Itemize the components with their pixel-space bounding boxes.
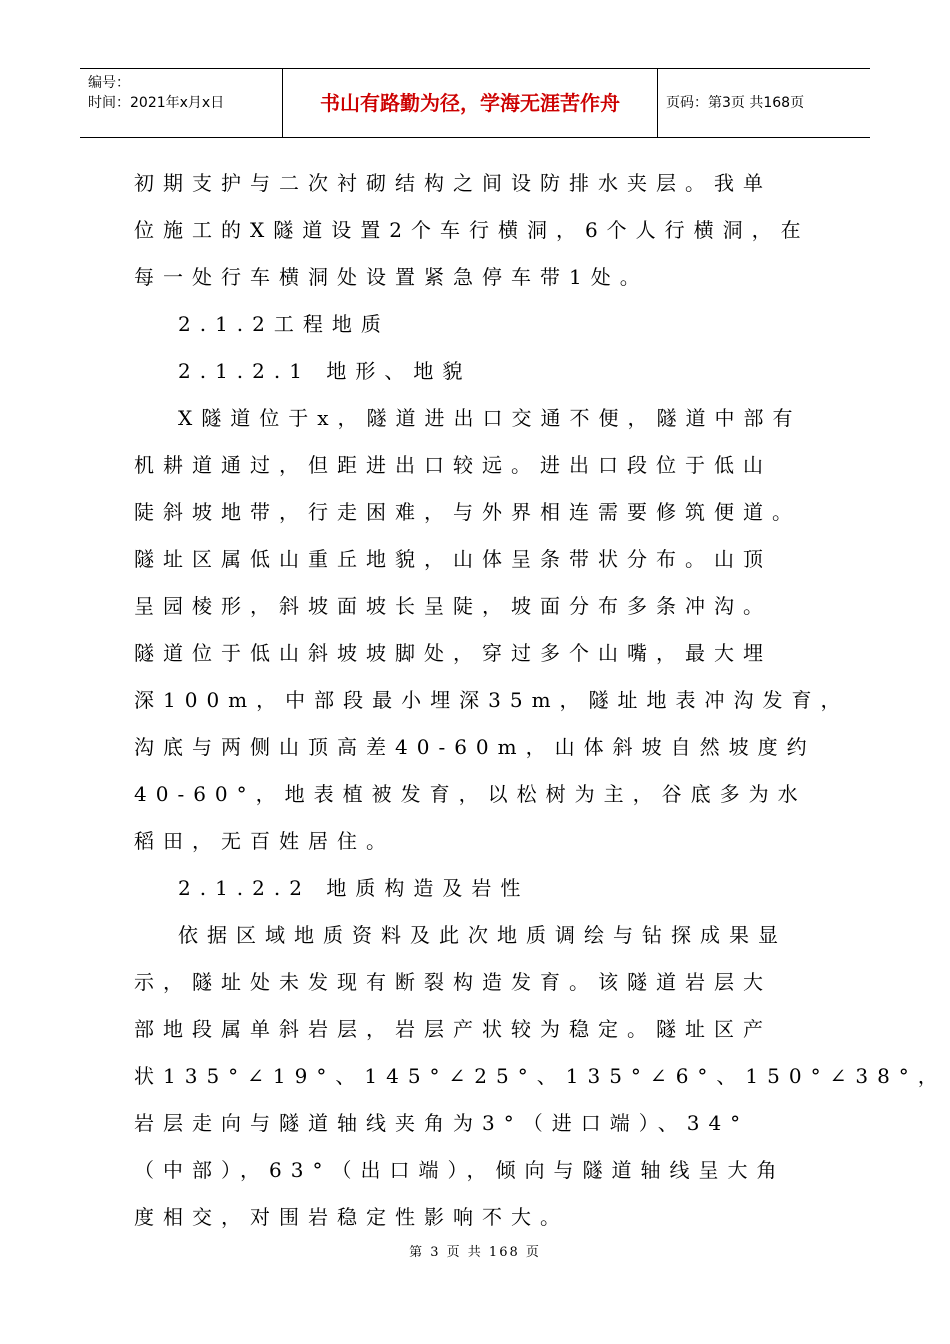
text-line: 40-60°，地表植被发育，以松树为主，谷底多为水 (134, 782, 807, 806)
text-line: 陡斜坡地带，行走困难，与外界相连需要修筑便道。 (134, 500, 801, 524)
text-line: 初期支护与二次衬砌结构之间设防排水夹层。我单 (134, 171, 772, 195)
text-line: 状135°∠19°、145°∠25°、135°∠6°、150°∠38°， (134, 1064, 947, 1088)
text-line: 度相交，对围岩稳定性影响不大。 (134, 1205, 569, 1229)
text-line: 每一处行车横洞处设置紧急停车带1处。 (134, 265, 649, 289)
header-motto: 书山有路勤为径，学海无涯苦作舟 (283, 69, 658, 137)
text-line: 隧址区属低山重丘地貌，山体呈条带状分布。山顶 (134, 547, 772, 571)
text-line: 示，隧址处未发现有断裂构造发育。该隧道岩层大 (134, 970, 772, 994)
text-line: 呈园棱形，斜坡面坡长呈陡，坡面分布多条冲沟。 (134, 594, 772, 618)
text-line: 位施工的X隧道设置2个车行横洞，6个人行横洞，在 (134, 218, 810, 242)
document-body (134, 160, 947, 1241)
text-line: 2.1.2工程地质 (178, 312, 390, 336)
text-line: 隧道位于低山斜坡坡脚处，穿过多个山嘴，最大埋 (134, 641, 772, 665)
serial-label: 编号： (88, 75, 130, 91)
text-line: 机耕道通过，但距进出口较远。进出口段位于低山 (134, 453, 772, 477)
text-line: （中部），63°（出口端），倾向与隧道轴线呈大角 (134, 1158, 786, 1182)
time-label: 时间：2021年x月x日 (88, 95, 225, 111)
text-line: 稻田，无百姓居住。 (134, 829, 395, 853)
text-line: 部地段属单斜岩层，岩层产状较为稳定。隧址区产 (134, 1017, 772, 1041)
page-footer: 第 3 页 共 168 页 (409, 1245, 541, 1260)
header-page-info: 页码：第3页 共168页 (666, 95, 805, 111)
text-line: X隧道位于x，隧道进出口交通不便，隧道中部有 (178, 406, 802, 430)
text-line: 依据区域地质资料及此次地质调绘与钻探成果显 (178, 923, 787, 947)
text-line: 沟底与两侧山顶高差40-60m，山体斜坡自然坡度约 (134, 735, 816, 759)
text-line: 岩层走向与隧道轴线夹角为3°（进口端）、34° (134, 1111, 750, 1135)
page-header (80, 68, 870, 138)
header-meta (80, 69, 283, 137)
text-line: 2.1.2.1 地形、地貌 (178, 359, 472, 383)
text-line: 深100m，中部段最小埋深35m，隧址地表冲沟发育， (134, 688, 850, 712)
text-line: 2.1.2.2 地质构造及岩性 (178, 876, 530, 900)
